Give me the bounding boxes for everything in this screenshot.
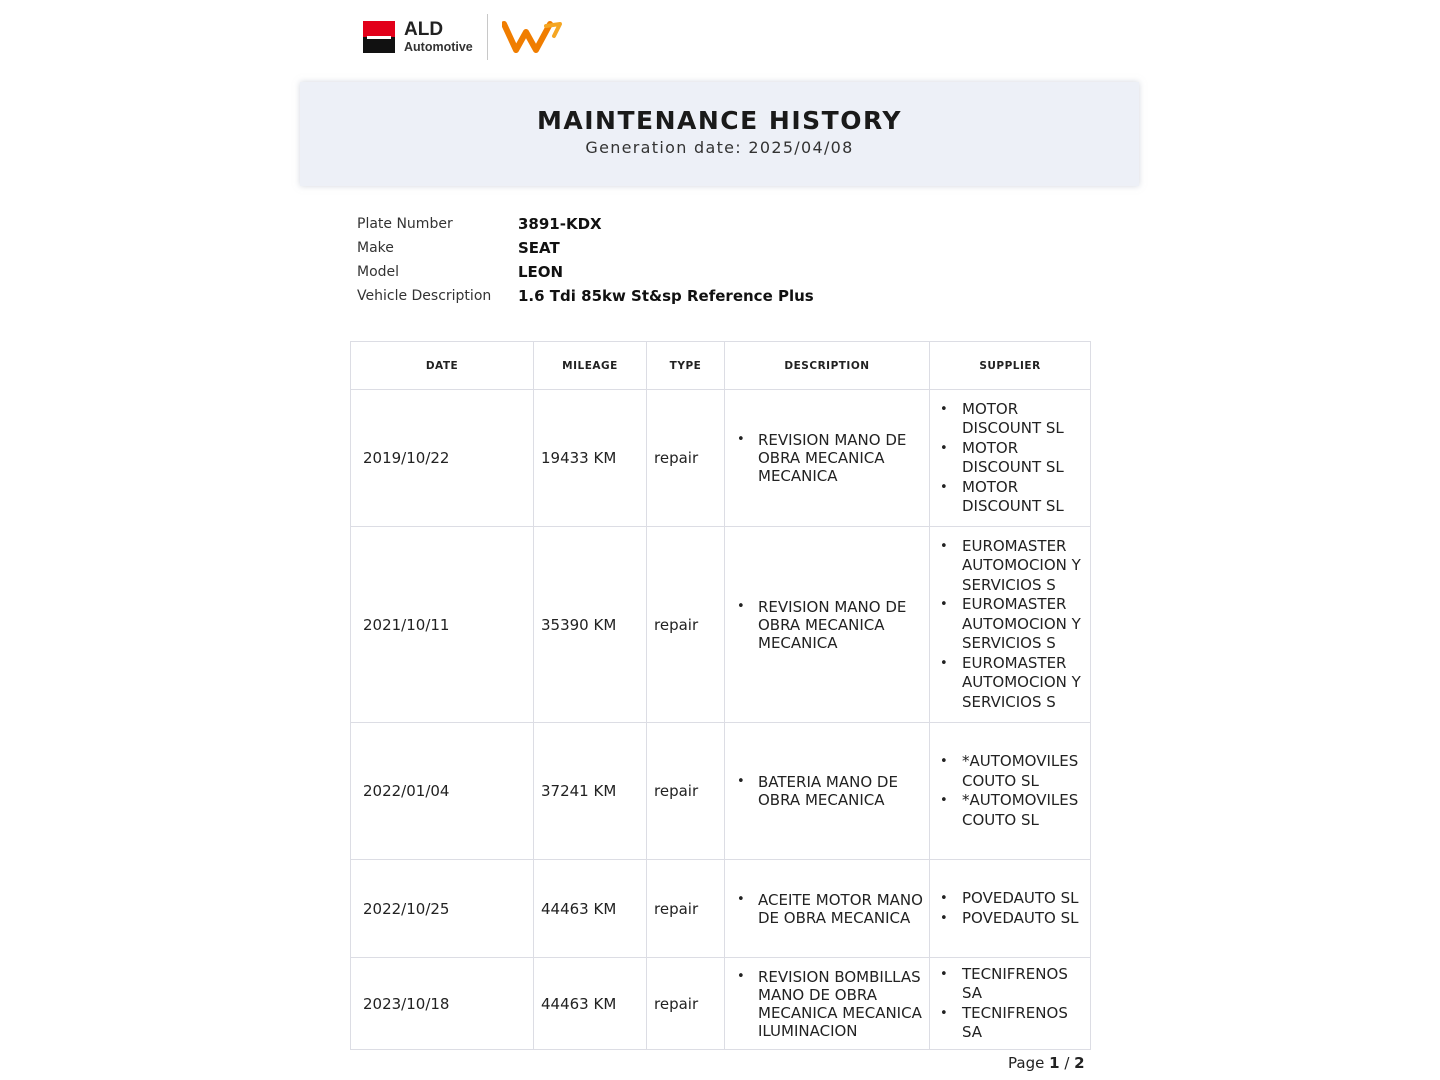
table-row (351, 390, 1091, 527)
supplier-item: • EUROMASTER AUTOMOCION Y SERVICIOS S (934, 595, 1088, 654)
supplier-item: • *AUTOMOVILES COUTO SL (934, 752, 1088, 791)
page-label: Page (1008, 1054, 1045, 1072)
table-row (351, 860, 1091, 958)
cell-supplier (930, 390, 1091, 527)
page-separator: / (1064, 1054, 1070, 1072)
supplier-item: • TECNIFRENOS SA (934, 1004, 1088, 1043)
cell-description (725, 860, 930, 958)
description-item: • REVISION MANO DE OBRA MECANICA MECANICA (731, 431, 923, 485)
cell-supplier (930, 527, 1091, 723)
cell-description (725, 390, 930, 527)
ald-logo-name: ALD (404, 19, 444, 41)
vehicle-info (357, 212, 814, 308)
leaseplan-logo-icon (502, 20, 562, 54)
ald-logo-sub: Automotive (404, 40, 473, 55)
info-row-model (357, 260, 814, 284)
cell-supplier (930, 723, 1091, 860)
header-mileage: MILEAGE (534, 342, 647, 390)
supplier-item: • POVEDAUTO SL (934, 909, 1088, 929)
cell-type: repair (647, 860, 725, 958)
info-row-description (357, 284, 814, 308)
cell-date: 2022/01/04 (351, 723, 534, 860)
cell-mileage: 37241 KM (534, 723, 647, 860)
table-header-row (351, 342, 1091, 390)
cell-description (725, 958, 930, 1050)
supplier-item: • *AUTOMOVILES COUTO SL (934, 791, 1088, 830)
vehicle-description-label: Vehicle Description (357, 288, 492, 304)
cell-description (725, 723, 930, 860)
page-title: MAINTENANCE HISTORY (537, 106, 902, 135)
info-row-plate (357, 212, 814, 236)
supplier-item: • POVEDAUTO SL (934, 889, 1088, 909)
header-banner (300, 82, 1139, 186)
cell-type: repair (647, 390, 725, 527)
generation-label: Generation date: (585, 138, 742, 157)
cell-date: 2019/10/22 (351, 390, 534, 527)
cell-date: 2023/10/18 (351, 958, 534, 1050)
plate-value: 3891-KDX (518, 215, 602, 233)
cell-date: 2022/10/25 (351, 860, 534, 958)
model-value: LEON (518, 263, 564, 281)
header-description: DESCRIPTION (725, 342, 930, 390)
maintenance-table (350, 341, 1091, 1050)
plate-label: Plate Number (357, 216, 453, 232)
info-row-make (357, 236, 814, 260)
header-supplier: SUPPLIER (930, 342, 1091, 390)
cell-mileage: 44463 KM (534, 958, 647, 1050)
header-date: DATE (351, 342, 534, 390)
page-total: 2 (1074, 1054, 1085, 1072)
page-current: 1 (1049, 1054, 1060, 1072)
description-item: • REVISION BOMBILLAS MANO DE OBRA MECANICA MECANICA ILUMINACION (731, 968, 923, 1040)
vehicle-description-value: 1.6 Tdi 85kw St&sp Reference Plus (518, 287, 814, 305)
description-item: • ACEITE MOTOR MANO DE OBRA MECANICA (731, 891, 923, 927)
description-item: • REVISION MANO DE OBRA MECANICA MECANICA (731, 598, 923, 652)
description-item: • BATERIA MANO DE OBRA MECANICA (731, 773, 923, 809)
maintenance-table-wrapper (350, 341, 1090, 1050)
cell-date: 2021/10/11 (351, 527, 534, 723)
cell-type: repair (647, 527, 725, 723)
page-number (1008, 1054, 1085, 1072)
supplier-item: • EUROMASTER AUTOMOCION Y SERVICIOS S (934, 654, 1088, 713)
generation-value: 2025/04/08 (748, 138, 854, 157)
supplier-item: • EUROMASTER AUTOMOCION Y SERVICIOS S (934, 537, 1088, 596)
logo-divider (487, 14, 488, 60)
cell-mileage: 44463 KM (534, 860, 647, 958)
make-value: SEAT (518, 239, 560, 257)
cell-supplier (930, 958, 1091, 1050)
table-row (351, 723, 1091, 860)
supplier-item: • TECNIFRENOS SA (934, 965, 1088, 1004)
table-row (351, 958, 1091, 1050)
supplier-item: • MOTOR DISCOUNT SL (934, 400, 1088, 439)
model-label: Model (357, 264, 400, 280)
cell-mileage: 35390 KM (534, 527, 647, 723)
cell-type: repair (647, 723, 725, 860)
generation-date (300, 138, 1139, 157)
cell-mileage: 19433 KM (534, 390, 647, 527)
supplier-item: • MOTOR DISCOUNT SL (934, 478, 1088, 517)
cell-description (725, 527, 930, 723)
supplier-item: • MOTOR DISCOUNT SL (934, 439, 1088, 478)
header-type: TYPE (647, 342, 725, 390)
logo-bar (363, 12, 562, 62)
ald-logo-text (404, 20, 473, 54)
make-label: Make (357, 240, 394, 256)
cell-supplier (930, 860, 1091, 958)
ald-logo-icon (363, 21, 395, 53)
cell-type: repair (647, 958, 725, 1050)
table-row (351, 527, 1091, 723)
